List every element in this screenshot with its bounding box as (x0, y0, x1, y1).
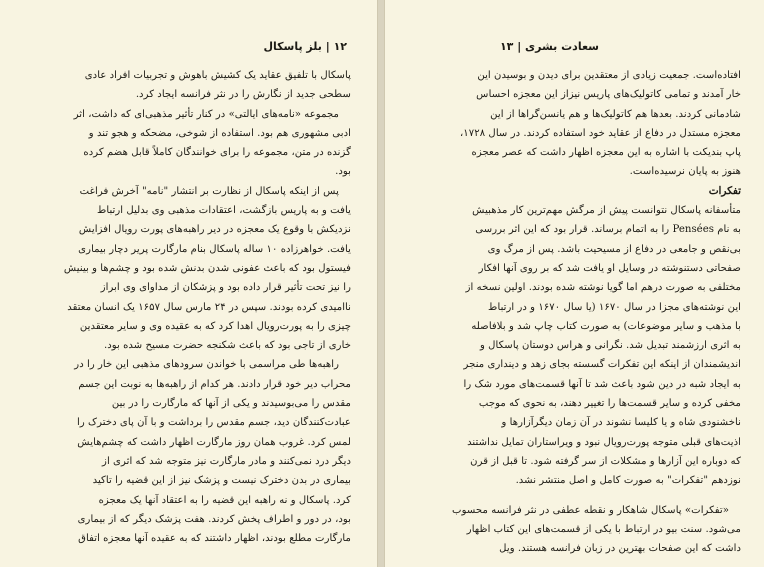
text-line: مارگارت مطلع بودند، اظهار داشتند که به عقیده آنها معجزه اتفاق (78, 533, 351, 545)
text-line: این نوشته‌های مجزا در سال ۱۶۷۰ (یا سال ۱۶۷۰ و در ارتباط (488, 301, 741, 313)
text-line: مختلفی به صورت درهم اما گویا نوشته شده بودند. اولین نسخه از (465, 282, 741, 294)
text-line: صفحاتی دستنوشته در وسایل او یافت شد که بر روی آنها افکار (478, 262, 741, 274)
text-line: پس از اینکه پاسکال از نظارت بر انتشار "نامه" آخرش فراغت (79, 185, 339, 197)
text-line: پاسکال با تلفیق عقاید یک کشیش باهوش و تجربیات افراد عادی (84, 70, 351, 81)
right-page (384, 0, 764, 567)
text-line: خار آمدند و تمامی کاتولیک‌های پاریس نیزاز این معجزه احساس (476, 89, 741, 101)
text-line: شادمانی کردند. بعدها هم کاتولیک‌ها و هم یانسن‌گراها از این (490, 108, 741, 120)
text-line: عبادت‌کنندگان دید، جسم مقدس را برداشت و با آن پای دخترک را (77, 417, 351, 429)
text-line: ناامیدی کرده بودند. سپس در ۲۴ مارس سال ۱۶۵۷ یک انسان معتقد (67, 301, 351, 313)
text-line: اندیشمندان از اینکه این تفکرات گسسته بجای زهد و دینداری منجر (463, 359, 741, 371)
text-line: بی‌نقص و جامعی در دفاع از مسیحیت باشد. پس از مرگ وی (487, 243, 741, 255)
text-line: هنوز به پایان نرسیده‌است. (629, 166, 741, 178)
text-line: فیستول بود که باعث عفونی شدن بدنش شده بود و چشم‌ها و بینیش (64, 262, 351, 274)
page-header: ۱۲ | بلز پاسکال (263, 40, 347, 53)
text-line: به نام Pensées را به اتمام برساند. قرار بود که این اثر بررسی (475, 224, 741, 236)
page-body (64, 66, 351, 548)
page-body (437, 66, 741, 558)
text-line: یافت و به پاریس بازگشت، اعتقادات مذهبی وی بدلیل ارتباط (96, 205, 351, 217)
text-line: معجزه مستدل در دفاع از عقاید خود استفاده کردند. در سال ۱۷۲۸، (460, 127, 741, 139)
text-line: خاری از تاجی بود که باعث شکنجه حضرت مسیح شده بود. (103, 340, 351, 352)
text-line: راهبه‌ها طی مراسمی با خواندن سرودهای مذهبی این خار را در (74, 359, 339, 371)
text-line: افتاده‌است. جمعیت زیادی از معتقدین برای دیدن و بوسیدن این (477, 70, 741, 81)
text-line: ناخشنودی شاه و یا کلیسا نشوند در آن زمان دیگرآزارها و (501, 417, 741, 429)
text-line: مقدس را می‌بوسیدند و یکی از آنها که مارگارت را در بین (111, 398, 351, 410)
text-line: ادبی مشهوری هم بود. استفاده از شوخی، مضحکه و هجو تند و (88, 127, 351, 139)
text-line: یافت. خواهرزاده ۱۰ ساله پاسکال بنام مارگارت پریر دچار بیماری (78, 243, 351, 255)
text-line: گزنده در متن، مجموعه را برای خوانندگان کاملاً قابل هضم کرده (83, 147, 351, 159)
text-line: اذیت‌های قبلی متوجه پورت‌رویال نبود و ویراستاران تمایل نداشتند (467, 436, 741, 448)
text-line: نوزدهم "تفکرات" به صورت کامل و اصل منتشر نشد. (515, 475, 741, 487)
text-line: که دوباره این آزارها و مشکلات از سر گرفته شود. تا قبل از قرن (470, 455, 741, 467)
text-line: می‌شود. سنت بیو در ارتباط با یکی از قسمت‌های این کتاب اظهار (466, 523, 741, 535)
text-line: مجموعه «نامه‌های ایالتی» در کنار تأثیر مذهبی‌ای که داشت، اثر (73, 108, 339, 120)
text-line: محراب دیر خود قرار دادند. هر کدام از راهبه‌ها به نوبت این جسم (78, 378, 351, 390)
text-line: مخفی کرده و سایر قسمت‌ها را تغییر دهند، به نحوی که موجب (478, 398, 741, 410)
text-line: نزدیکش با وقوع یک معجزه در دیر راهبه‌های پورت رویال افزایش (78, 224, 351, 236)
text-line: به اثری ارزشمند تبدیل شد. نگرانی و هراس دوستان پاسکال و (480, 340, 741, 352)
section-heading: تفکرات (708, 184, 741, 197)
text-line: دیگر درد نمی‌کنند و مادر مارگارت نیز متوجه شد که اثری از (102, 455, 351, 467)
text-line: پاپ بندیکت با اشاره به این معجزه اظهار داشت که عصر معجزه (471, 147, 741, 159)
text-line: به ایجاد شبه در دین شود باعث شد تا آنها قسمت‌های مورد شک را (463, 378, 741, 390)
text-line: بیماری در بدن دخترک نیست و پزشک نیز از این قضیه را تاکید (92, 475, 351, 487)
text-line: بود، در دور و اطراف پخش کردند. هفت پزشک دیگر که از بیماری (77, 513, 351, 525)
text-line: بود. (335, 166, 351, 178)
text-line: لمس کرد. غروب همان روز مارگارت اظهار داشت که چشم‌هایش (77, 436, 351, 448)
page-header: سعادت بشری | ۱۳ (499, 40, 599, 53)
text-line: با مذهب و سایر موضوعات) به صورت کتاب چاپ شد و بلافاصله (471, 320, 741, 332)
text-line: کرد. پاسکال و نه راهبه این قضیه را به اعتقاد آنها یک معجزه (98, 494, 351, 506)
paragraph-gap (437, 491, 741, 501)
text-line: متأسفانه پاسکال نتوانست پیش از مرگش مهم‌ترین کار مذهبیش (472, 205, 741, 217)
left-page (0, 0, 378, 567)
text-line: داشت که این صفحات بهترین در زبان فرانسه هستند. ویل (499, 543, 741, 555)
text-line: چیزی را به پورت‌رویال اهدا کرد که به عقیده وی و سایر معتقدین (79, 320, 351, 332)
text-line: سطحی جدید از نگارش را در نثر فرانسه ایجاد کرد. (135, 89, 351, 101)
text-line: را نیز تحت تأثیر قرار داده بود و پزشکان از مداوای وی ابراز (100, 282, 351, 294)
text-line: «تفکرات» پاسکال شاهکار و نقطه عطفی در نثر فرانسه محسوب (451, 504, 729, 516)
